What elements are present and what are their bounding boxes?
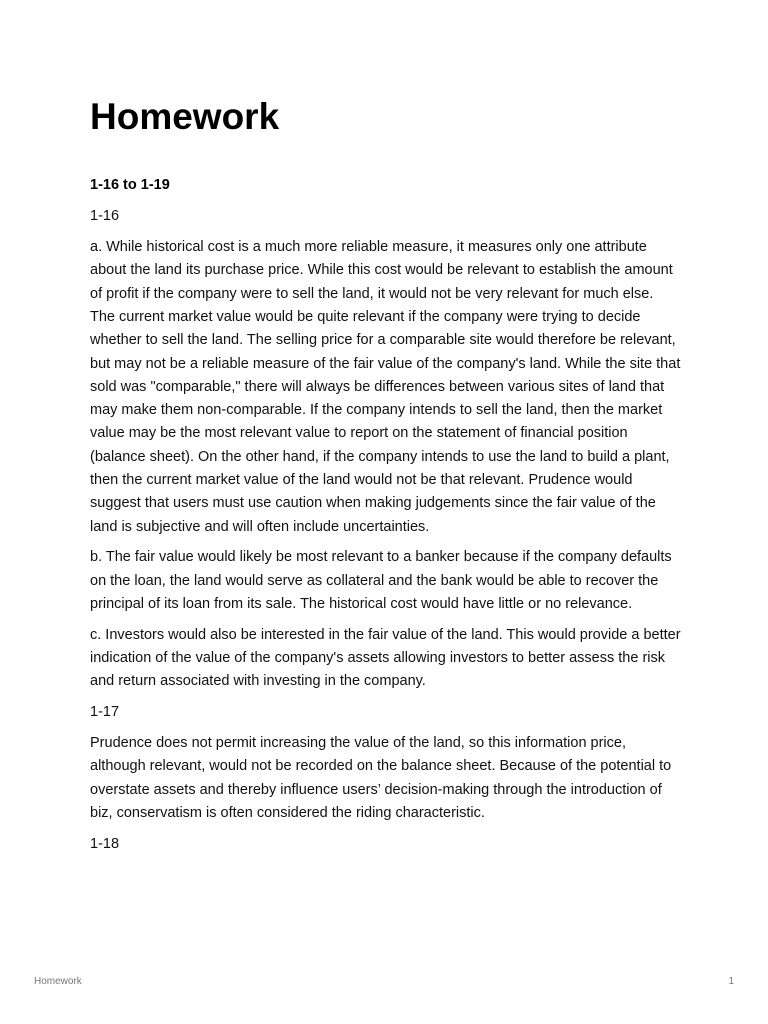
paragraph-1-16-a: a. While historical cost is a much more reliable measure, it measures only one attribute about the land its purchase price. While this cost would be relevant to establish the amount of profit if the company were to sell the land, it would not be very relevant for much else. The current market value would be quite relevant if the company were trying to decide whether to sell the land. The selling price for a comparable site would therefore be relevant, but may not be a reliable measure of the fair value of the company's land. While the site that sold was "comparable," there will always be differences between various sites of land that may make them non-comparable. If the company intends to sell the land, then the market value may be the most relevant value to report on the statement of financial position (balance sheet). On the other hand, if the company intends to use the land to build a plant, then the current market value of the land would not be that relevant. Prudence would suggest that users must use caution when making judgements since the fair value of the land is subjective and will often include uncertainties. [90, 239, 681, 535]
paragraph-label-1-16: 1-16 [90, 208, 120, 225]
section-heading: 1-16 to 1-19 [90, 177, 170, 193]
document-title: Homework [90, 96, 280, 137]
paragraph-1-16-c: c. Investors would also be interested in the fair value of the land. This would provide a better indication of the value of the company's assets allowing investors to better assess the risk and return associated with investing in the company. [90, 626, 681, 690]
page-content [90, 96, 682, 864]
footer-page-number: 1 [728, 976, 734, 987]
paragraph-1-17: Prudence does not permit increasing the value of the land, so this information price, although relevant, would not be recorded on the balance sheet. Because of the potential to overstate assets and thereby influence users’ decision-making through the introduction of biz, conservatism is often considered the riding characteristic. [90, 735, 672, 821]
footer-title: Homework [34, 976, 82, 987]
paragraph-1-16-b: b. The fair value would likely be most relevant to a banker because if the company defaults on the loan, the land would serve as collateral and the bank would be able to recover the principal of its loan from its sale. The historical cost would have little or no relevance. [90, 549, 672, 613]
paragraph-label-1-17: 1-17 [90, 704, 120, 721]
paragraph-label-1-18: 1-18 [90, 835, 120, 852]
